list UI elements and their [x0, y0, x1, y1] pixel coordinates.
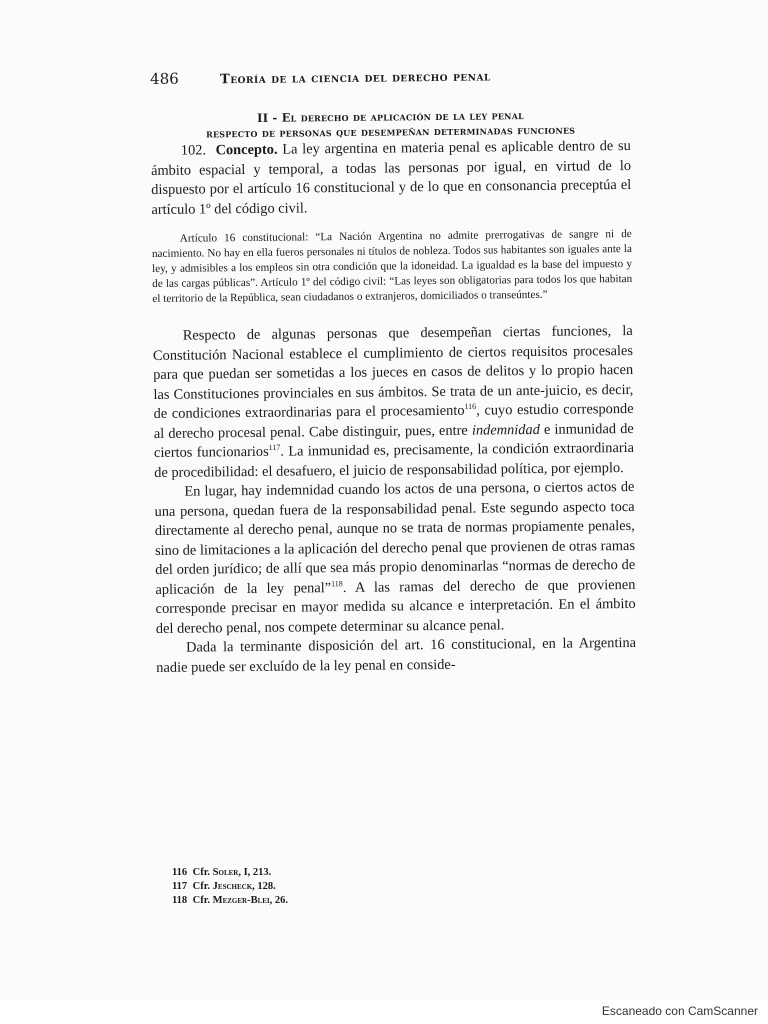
footnote-ref-text: 26. — [274, 895, 289, 906]
italic-term: indemnidad — [471, 421, 540, 439]
paragraph-text: Respecto de algunas personas que desempeñan ciertas funciones, la Constitución Nacional establece el cumplimiento de ciertos requisitos procesales para que puedan ser sometidas a los jueces en casos de delitos y lo propio hacen las Constituciones provinciales en sus ámbitos. Se trata de un ante-juicio, es decir, de condiciones extraordinarias para el procesamiento — [152, 322, 634, 422]
page-header — [150, 65, 630, 94]
paragraph-number: 102. — [180, 142, 207, 159]
footnote-prefix: Cfr. — [192, 895, 211, 906]
section-title-line-2: respecto de personas que desempeñan determinadas funciones — [206, 122, 576, 141]
concept-heading: Concepto. — [215, 141, 278, 159]
paragraph-text: . La inmunidad es, precisamente, la condición extraordinaria de procedibilidad: el desafuero, el juicio de responsabilidad política, por ejemplo. — [154, 439, 635, 481]
footnote-number: 118 — [172, 895, 188, 906]
footnote-ref: 116 — [464, 401, 477, 411]
paragraph-concept — [151, 137, 632, 220]
footnote — [172, 880, 288, 894]
paragraph-indemnity — [154, 478, 636, 639]
footnote-prefix: Cfr. — [192, 867, 211, 878]
footnote-author: Jescheck, — [212, 881, 255, 892]
paragraph-text: , cuyo estudio corresponde al derecho procesal penal. Cabe distinguir, pues, entre — [153, 400, 634, 442]
footnotes — [172, 866, 288, 908]
paragraph-conclusion: Dada la terminante disposición del art. 16 constitucional, en la Argentina nadie puede ser excluído de la ley penal en conside- — [156, 634, 637, 676]
footnote-ref: 118 — [330, 578, 343, 588]
footnote-author: Soler, — [212, 867, 241, 878]
section-title-line-1: II - El derecho de aplicación de la ley penal — [257, 108, 524, 125]
paragraph-text: . A las ramas del derecho de que provienen corresponde precisar en mayor medida su alcance e interpretación. En el ámbito del derecho penal, nos compete determinar su alcance penal. — [155, 576, 636, 637]
book-page — [150, 65, 636, 678]
camscanner-watermark: Escaneado con CamScanner — [601, 1004, 758, 1018]
paragraph-text: La ley argentina en materia penal es aplicable dentro de su ámbito espacial y temporal, a todas las personas por igual, en virtud de lo dispuesto por el artículo 16 constitucional y de lo que en consonancia preceptúa el artículo 1º del código civil. — [150, 137, 632, 218]
paragraph-immunity — [153, 322, 635, 483]
page-number: 486 — [150, 69, 179, 88]
footnote-ref-text: I, 213. — [243, 867, 272, 878]
footnote-ref-text: 128. — [257, 881, 276, 892]
footnote — [172, 866, 288, 880]
footnote-author: Mezger-Blei, — [212, 895, 273, 906]
paragraph-text: e inmunidad de ciertos funcionarios — [153, 420, 634, 461]
legal-quote: Artículo 16 constitucional: “La Nación Argentina no admite prerrogativas de sangre ni de nacimiento. No hay en ella fueros personales ni títulos de nobleza. Todos sus habitantes son iguales ante la ley, y admisibles a los empleos sin otra condición que la idoneidad. La igualdad es la base del impuesto y de las cargas públicas”. Artículo 1º del código civil: “Las leyes son obligatorias para todos los que habitan el territorio de la República, sean ciudadanos o extranjeros, domiciliados o transeúntes.” — [151, 227, 633, 305]
footnote-ref: 117 — [268, 442, 281, 452]
footnote-prefix: Cfr. — [192, 881, 211, 892]
footnote-number: 116 — [172, 867, 188, 878]
footnote-number: 117 — [172, 881, 188, 892]
running-head: Teoría de la ciencia del derecho penal — [220, 69, 491, 88]
footnote — [172, 894, 288, 908]
paragraph-text: En lugar, hay indemnidad cuando los actos de una persona, o ciertos actos de una persona, quedan fuera de la responsabilidad penal. Este segundo aspecto toca directamente al derecho penal, aunque no se trata de normas propiamente penales, sino de limitaciones a la aplicación del derecho penal que provienen de otras ramas del orden jurídico; de allí que sea más propio denominarlas “normas de derecho de aplicación de la ley penal” — [154, 478, 636, 598]
